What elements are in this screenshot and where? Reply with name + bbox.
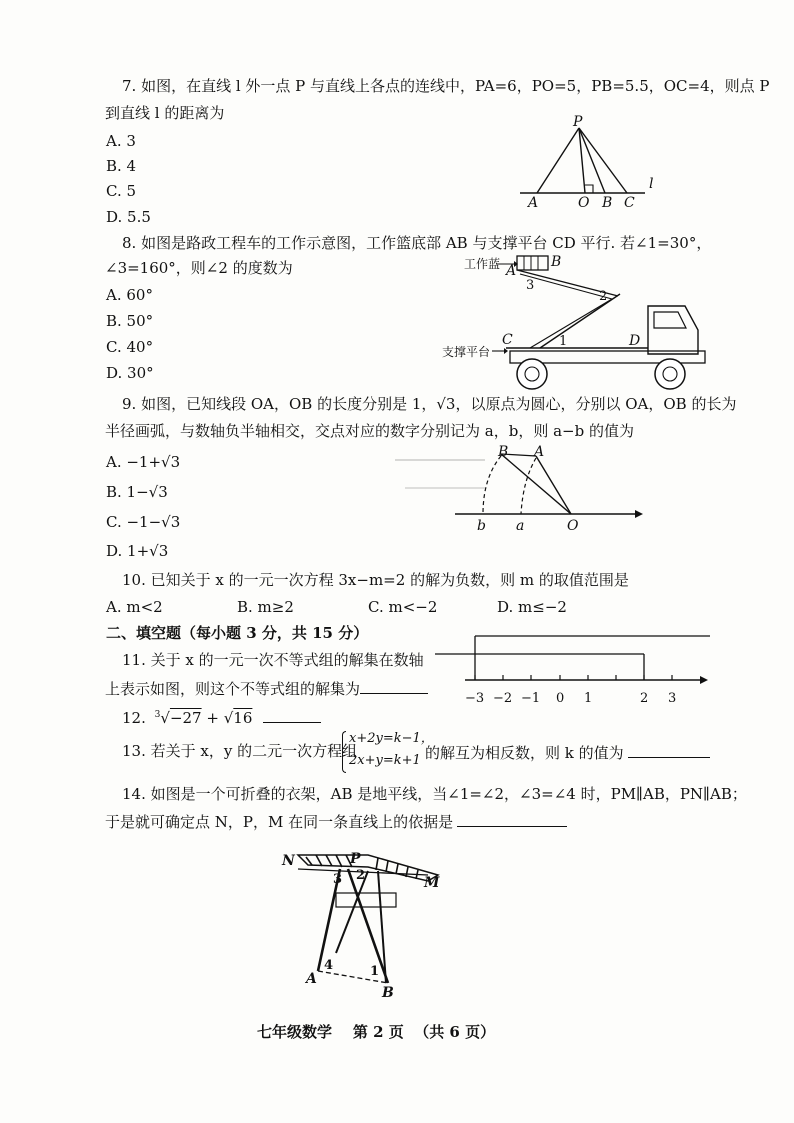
- q8-label-basket: 工作蓝: [464, 257, 501, 271]
- q8-option-a: A. 60°: [106, 286, 153, 304]
- q13-brace: [342, 731, 346, 773]
- q8-label-3: 3: [526, 278, 535, 293]
- q14-label-a: A: [306, 971, 317, 987]
- q13-suffix-line: [425, 741, 710, 763]
- q8-label-platform: 支撑平台: [442, 345, 491, 359]
- q8-label-a: A: [506, 263, 517, 279]
- q8-line1: 8. 如图是路政工程车的工作示意图，工作篮底部 AB 与支撑平台 CD 平行. 若∠1=30°，: [122, 234, 712, 252]
- q11-tick-neg3: −3: [465, 691, 485, 706]
- q8-label-b: B: [551, 254, 562, 270]
- q11-number-line: [435, 634, 715, 714]
- q8-line2: ∠3=160°，则∠2 的度数为: [105, 259, 293, 277]
- q7-label-o: O: [578, 195, 590, 211]
- q13-answer-blank[interactable]: [628, 741, 710, 758]
- q9-label-a: a: [516, 518, 525, 534]
- q14-label-3: 3: [333, 872, 343, 887]
- q7-label-p: P: [573, 114, 583, 130]
- q8-label-c: C: [502, 332, 513, 348]
- q14-label-4: 4: [324, 958, 334, 973]
- q11-tick-3: 3: [668, 691, 677, 706]
- q14-label-m: M: [424, 875, 440, 891]
- q7-line2: 到直线 l 的距离为: [105, 104, 225, 122]
- q7-line1: 7. 如图，在直线 l 外一点 P 与直线上各点的连线中，PA=6，PO=5，PB=5.5，OC=4，则点 P: [122, 77, 770, 95]
- q14-label-n: N: [282, 853, 295, 869]
- q10-option-c: C. m<−2: [368, 598, 438, 616]
- q9-line1: 9. 如图，已知线段 OA，OB 的长度分别是 1，√3，以原点为圆心，分别以 OA，OB 的长为: [122, 395, 737, 413]
- q12-expr1: −27: [169, 709, 202, 727]
- q12-answer-blank[interactable]: [263, 706, 321, 723]
- q14-label-p: P: [350, 851, 361, 867]
- q14-figure: [278, 845, 458, 1000]
- q7-figure: [515, 116, 665, 211]
- q9-option-d: D. 1+√3: [106, 542, 169, 560]
- q11-tick-1: 1: [584, 691, 593, 706]
- q13-eq2: 2x+y=k+1: [349, 753, 421, 768]
- q14-label-2: 2: [356, 868, 366, 883]
- q11-tick-neg2: −2: [493, 691, 513, 706]
- q13-suffix: 的解互为相反数，则 k 的值为: [425, 744, 624, 762]
- page-footer: 七年级数学 第 2 页 （共 6 页）: [257, 1023, 496, 1041]
- q7-option-a: A. 3: [106, 132, 136, 150]
- q11-answer-blank[interactable]: [360, 677, 428, 694]
- q9-option-a: A. −1+√3: [106, 453, 181, 471]
- q9-option-b: B. 1−√3: [106, 483, 168, 501]
- q13-eq1: x+2y=k−1，: [349, 731, 434, 746]
- q7-label-a: A: [528, 195, 539, 211]
- q8-option-b: B. 50°: [106, 312, 154, 330]
- q12-line: 12. $^3$√−27 + √16: [122, 705, 321, 728]
- q8-option-d: D. 30°: [106, 364, 154, 382]
- q11-tick-neg1: −1: [521, 691, 541, 706]
- q9-label-b-upper: B: [498, 444, 509, 460]
- section2-title: 二、填空题（每小题 3 分，共 15 分）: [106, 624, 369, 642]
- q14-label-b: B: [382, 985, 394, 1001]
- q7-option-d: D. 5.5: [106, 208, 151, 226]
- q8-label-2: 2: [599, 289, 608, 304]
- q10-line1: 10. 已知关于 x 的一元一次方程 3x−m=2 的解为负数，则 m 的取值范围是: [122, 571, 629, 589]
- q9-label-a-upper: A: [534, 444, 545, 460]
- q7-option-b: B. 4: [106, 157, 137, 175]
- q9-label-o: O: [567, 518, 579, 534]
- q9-figure: [395, 444, 645, 536]
- q10-option-d: D. m≤−2: [497, 598, 567, 616]
- q8-label-1: 1: [559, 334, 568, 349]
- q14-line2: [105, 810, 567, 832]
- q8-option-c: C. 40°: [106, 338, 154, 356]
- q10-option-b: B. m≥2: [237, 598, 294, 616]
- q11-line1: 11. 关于 x 的一元一次不等式组的解集在数轴: [122, 651, 424, 669]
- q7-label-b: B: [602, 195, 613, 211]
- q9-label-b: b: [477, 518, 486, 534]
- q11-line2: [105, 677, 428, 699]
- q8-figure: [440, 252, 710, 392]
- q7-label-l: l: [649, 176, 654, 192]
- q12-plus: +: [206, 709, 219, 727]
- q11-tick-2: 2: [640, 691, 649, 706]
- q11-tick-0: 0: [556, 691, 565, 706]
- q14-line1: 14. 如图是一个可折叠的衣架，AB 是地平线，当∠1=∠2，∠3=∠4 时，PM∥AB，PN∥AB；: [122, 785, 747, 803]
- q14-answer-blank[interactable]: [457, 810, 567, 827]
- q7-option-c: C. 5: [106, 182, 137, 200]
- q11-line2-text: 上表示如图，则这个不等式组的解集为: [105, 680, 361, 698]
- q13-prefix: 13. 若关于 x，y 的二元一次方程组: [122, 742, 358, 760]
- q10-option-a: A. m<2: [106, 598, 163, 616]
- q12-prefix: 12.: [122, 709, 146, 727]
- q9-line2: 半径画弧，与数轴负半轴相交，交点对应的数字分别记为 a，b，则 a−b 的值为: [105, 422, 634, 440]
- q12-expr2: 16: [233, 709, 253, 727]
- q9-option-c: C. −1−√3: [106, 513, 181, 531]
- q7-label-c: C: [624, 195, 635, 211]
- q14-label-1: 1: [370, 964, 380, 979]
- q14-line2-text: 于是就可确定点 N，P，M 在同一条直线上的依据是: [105, 813, 454, 831]
- q8-label-d: D: [629, 333, 641, 349]
- q12-root-index: 3: [154, 710, 161, 720]
